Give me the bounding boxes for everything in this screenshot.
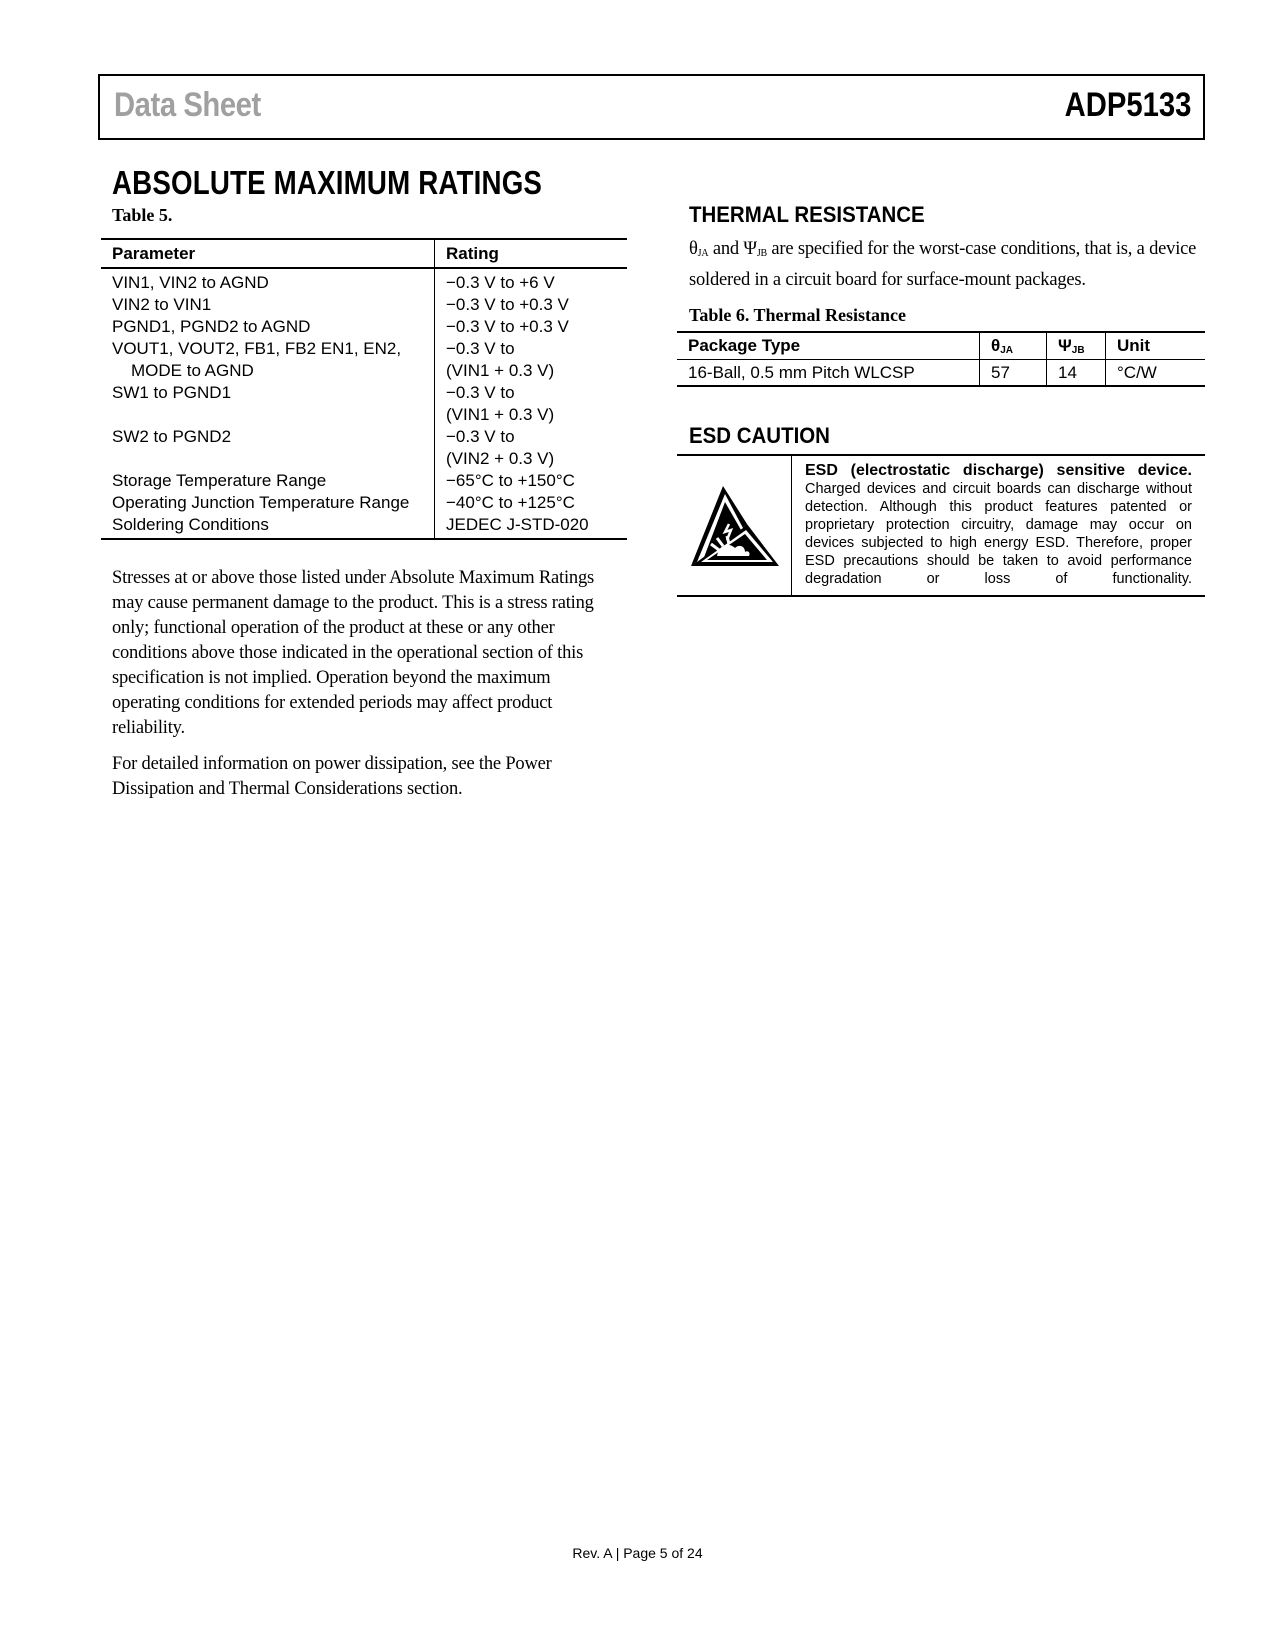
psi-symbol: Ψ — [1058, 336, 1072, 355]
cell-rating — [435, 470, 628, 492]
page-footer: Rev. A | Page 5 of 24 — [572, 1545, 703, 1561]
cell-parameter — [101, 470, 435, 492]
cell-line: −0.3 V to +0.3 V — [446, 295, 569, 314]
column-header-unit: Unit — [1106, 332, 1206, 360]
cell-rating — [435, 294, 628, 316]
cell-line: PGND1, PGND2 to AGND — [112, 317, 311, 336]
cell-line: VIN2 to VIN1 — [112, 295, 212, 314]
table-row — [101, 316, 627, 338]
thermal-text-and: and — [708, 239, 744, 259]
cell-line: (VIN1 + 0.3 V) — [446, 405, 555, 424]
cell-rating — [435, 514, 628, 539]
column-header-theta-ja — [980, 332, 1047, 360]
cell-parameter — [101, 294, 435, 316]
thermal-resistance-table — [677, 331, 1205, 387]
table-header-row — [101, 239, 627, 268]
cell-line: SW2 to PGND2 — [112, 427, 232, 446]
section-title-esd-caution: ESD CAUTION — [689, 423, 830, 448]
cell-unit: °C/W — [1106, 360, 1206, 387]
psi-symbol: Ψ — [743, 239, 757, 259]
cell-line: VIN1, VIN2 to AGND — [112, 273, 269, 292]
cell-line: −40°C to +125°C — [446, 493, 575, 512]
theta-symbol: θ — [991, 336, 1001, 355]
power-dissipation-paragraph: For detailed information on power dissipation, see the Power Dissipation and Thermal Considerations section. — [112, 754, 552, 799]
table-header-row — [677, 332, 1205, 360]
header-doc-type: Data Sheet — [114, 86, 261, 124]
table-row — [101, 382, 627, 426]
theta-symbol: θ — [689, 239, 698, 259]
cell-line: (VIN1 + 0.3 V) — [446, 361, 555, 380]
cell-line: −0.3 V to +0.3 V — [446, 317, 569, 336]
table-row — [101, 426, 627, 470]
psi-subscript: JB — [1071, 345, 1085, 356]
cell-line: VOUT1, VOUT2, FB1, FB2 EN1, EN2, — [112, 339, 402, 358]
cell-parameter — [101, 492, 435, 514]
table-row — [101, 514, 627, 539]
psi-subscript: JB — [756, 248, 767, 259]
cell-line: Soldering Conditions — [112, 515, 269, 534]
table-row — [101, 470, 627, 492]
esd-lead: ESD (electrostatic discharge) sensitive device. — [805, 462, 1192, 479]
thermal-description — [689, 236, 1209, 294]
cell-rating — [435, 492, 628, 514]
cell-psi-jb: 14 — [1047, 360, 1106, 387]
table-row — [101, 492, 627, 514]
esd-body: Charged devices and circuit boards can discharge without detection. Although this product features patented or proprietary protection circuitry, damage may occur on devices subjected to high energy ESD. Therefore, proper ESD precautions should be taken to avoid performance degradation or loss of functionality. — [805, 481, 1192, 587]
table-body — [101, 268, 627, 539]
thermal-text-rest: are specified for the worst-case conditions, that is, a device soldered in a circuit board for surface-mount packages. — [689, 239, 1197, 290]
cell-parameter — [101, 338, 435, 382]
table-6-caption: Table 6. Thermal Resistance — [689, 305, 907, 325]
table-row — [101, 294, 627, 316]
page-header — [98, 74, 1205, 140]
cell-package: 16-Ball, 0.5 mm Pitch WLCSP — [677, 360, 980, 387]
cell-line: JEDEC J-STD-020 — [446, 515, 589, 534]
cell-parameter — [101, 268, 435, 294]
cell-parameter — [101, 426, 435, 470]
cell-line: SW1 to PGND1 — [112, 383, 232, 402]
cell-rating — [435, 426, 628, 470]
esd-divider — [791, 456, 792, 595]
table-row — [677, 360, 1205, 387]
cell-line: −0.3 V to +6 V — [446, 273, 555, 292]
header-part-number: ADP5133 — [1064, 86, 1191, 124]
cell-rating — [435, 382, 628, 426]
cell-line: −0.3 V to — [446, 383, 515, 402]
stress-paragraph: Stresses at or above those listed under Absolute Maximum Ratings may cause permanent damage to the product. This is a stress rating only; functional operation of the product at these or any other conditions above those indicated in the operational section of this specification is not implied. Operation beyond the maximum operating conditions for extended periods may affect product reliability. — [112, 568, 595, 738]
theta-subscript: JA — [1000, 345, 1013, 356]
cell-line: (VIN2 + 0.3 V) — [446, 449, 555, 468]
cell-line: Storage Temperature Range — [112, 471, 327, 490]
cell-line: Operating Junction Temperature Range — [112, 493, 410, 512]
cell-line: MODE to AGND — [131, 361, 254, 380]
table-row — [101, 268, 627, 294]
table-row — [101, 338, 627, 382]
esd-warning-icon — [689, 484, 781, 568]
cell-line: −0.3 V to — [446, 427, 515, 446]
section-title-thermal-resistance: THERMAL RESISTANCE — [689, 202, 925, 227]
cell-rating — [435, 316, 628, 338]
absolute-maximum-ratings-table — [101, 238, 627, 540]
cell-parameter — [101, 514, 435, 539]
column-header-parameter: Parameter — [101, 239, 435, 268]
column-header-psi-jb — [1047, 332, 1106, 360]
cell-rating — [435, 338, 628, 382]
cell-line: −65°C to +150°C — [446, 471, 575, 490]
table-5-caption: Table 5. — [112, 205, 173, 225]
section-title-absolute-maximum-ratings: ABSOLUTE MAXIMUM RATINGS — [112, 164, 543, 201]
column-header-rating: Rating — [435, 239, 628, 268]
cell-parameter — [101, 316, 435, 338]
cell-theta-ja: 57 — [980, 360, 1047, 387]
theta-subscript: JA — [697, 248, 709, 259]
esd-caution-text — [805, 462, 1192, 588]
cell-line: −0.3 V to — [446, 339, 515, 358]
cell-parameter — [101, 382, 435, 426]
esd-caution-box — [677, 454, 1205, 597]
column-header-package-type: Package Type — [677, 332, 980, 360]
cell-rating — [435, 268, 628, 294]
